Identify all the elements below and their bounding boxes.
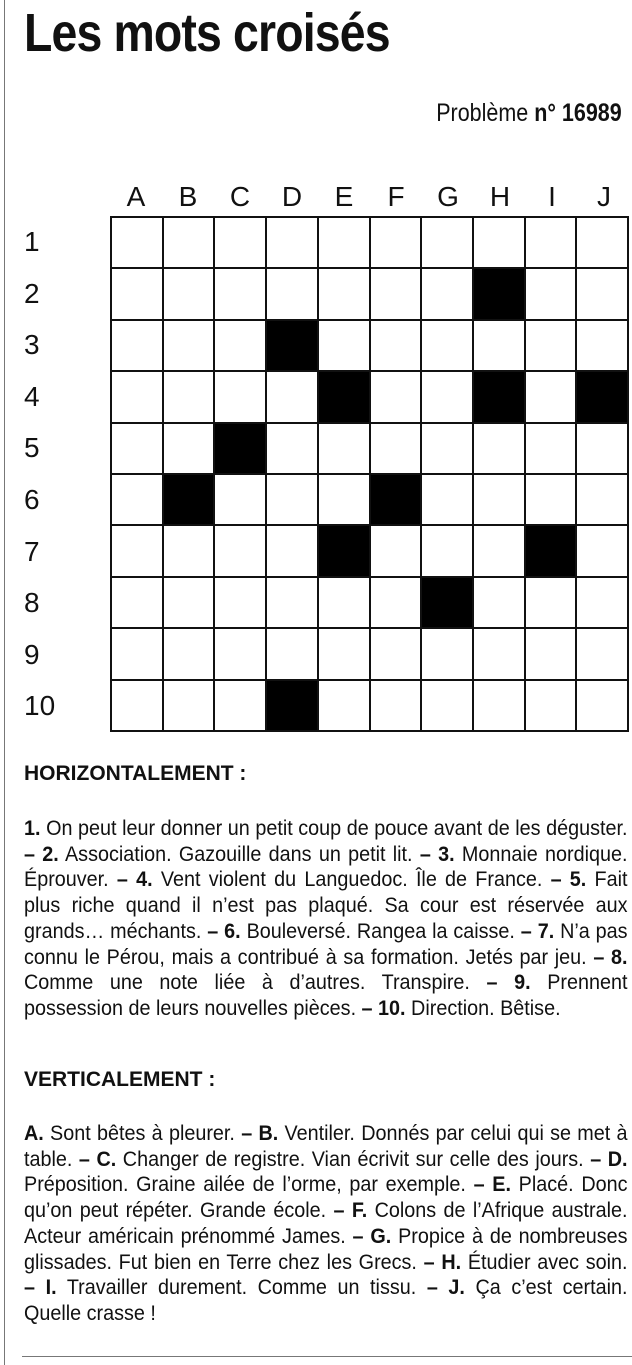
black-cell-j4 <box>577 372 629 423</box>
row-labels <box>24 216 84 732</box>
grid-cell-c8[interactable] <box>215 578 267 629</box>
grid-cell-i5[interactable] <box>526 424 578 475</box>
grid-cell-f9[interactable] <box>371 629 423 680</box>
grid-cell-a10[interactable] <box>112 681 164 732</box>
grid-cell-f5[interactable] <box>371 424 423 475</box>
horizontal-clue <box>378 996 561 1020</box>
row-label-6: 6 <box>24 483 40 515</box>
grid-cell-e2[interactable] <box>319 269 371 320</box>
grid-cell-f3[interactable] <box>371 321 423 372</box>
clue-number: 6. <box>224 918 241 943</box>
clue-text: Placé. Donc qu’on peut répéter. Grande école. <box>24 1172 628 1223</box>
column-labels <box>110 180 630 214</box>
clue-number: I. <box>45 1275 57 1300</box>
clue-text: Monnaie nordique. Éprouver. <box>24 841 628 892</box>
bottom-rule <box>22 1356 632 1357</box>
grid-cell-f7[interactable] <box>371 526 423 577</box>
grid-cell-i2[interactable] <box>526 269 578 320</box>
grid-cell-j2[interactable] <box>577 269 629 320</box>
row-label-10: 10 <box>24 690 56 722</box>
grid-cell-a2[interactable] <box>112 269 164 320</box>
grid-cell-e3[interactable] <box>319 321 371 372</box>
horizontal-heading: HORIZONTALEMENT : <box>24 762 247 785</box>
grid-cell-b9[interactable] <box>164 629 216 680</box>
clue-number: 9. <box>514 970 531 995</box>
black-cell-e7 <box>319 526 371 577</box>
black-cell-b6 <box>164 475 216 526</box>
grid-cell-f10[interactable] <box>371 681 423 732</box>
vertical-clues: A. Sont bêtes à pleurer. – B. Ventiler. Donnés par celui qui se met à table. – C. Changer de registre. Vian écrivit sur celle des jours. – D. Préposition. Graine ailée de l’orme, par exemple. – E. Placé. Donc qu’on peut répéter. Grande école. – F. Colons de l’Afrique australe. Acteur américain prénommé James. – G. Propice à de nombreuses glissades. Fut bien en Terre chez les Grecs. – H. Étudier avec soin. – I. Travailler durement. Comme un tissu. – J. Ça c’est certain. Quelle crasse ! <box>24 1121 628 1325</box>
grid-cell-h7[interactable] <box>474 526 526 577</box>
grid-cell-b5[interactable] <box>164 424 216 475</box>
grid-cell-c7[interactable] <box>215 526 267 577</box>
grid-cell-j1[interactable] <box>577 218 629 269</box>
grid-cell-i10[interactable] <box>526 681 578 732</box>
grid-cell-g1[interactable] <box>422 218 474 269</box>
horizontal-clue <box>42 842 412 866</box>
grid-cell-j8[interactable] <box>577 578 629 629</box>
column-label-j: J <box>597 181 611 212</box>
clue-number: 2. <box>42 841 59 866</box>
grid-cell-b2[interactable] <box>164 269 216 320</box>
column-label-c: C <box>229 181 251 212</box>
grid-cell-a1[interactable] <box>112 218 164 269</box>
grid-cell-f1[interactable] <box>371 218 423 269</box>
clue-number: 8. <box>611 944 628 969</box>
row-label-4: 4 <box>24 380 40 412</box>
grid-cell-h10[interactable] <box>474 681 526 732</box>
grid-cell-j7[interactable] <box>577 526 629 577</box>
clue-text: Fait plus riche quand il n’est pas plaqué. Sa cour est réservée aux grands… méchants. <box>24 867 628 943</box>
clue-number: 4. <box>136 867 153 892</box>
grid-cell-e8[interactable] <box>319 578 371 629</box>
grid-cell-g7[interactable] <box>422 526 474 577</box>
grid-cell-d7[interactable] <box>267 526 319 577</box>
grid-cell-g3[interactable] <box>422 321 474 372</box>
row-label-7: 7 <box>24 535 40 567</box>
clue-text: On peut leur donner un petit coup de pouce avant de les déguster. <box>46 816 628 840</box>
grid-cell-e6[interactable] <box>319 475 371 526</box>
grid-cell-g5[interactable] <box>422 424 474 475</box>
clue-number: C. <box>96 1146 117 1171</box>
clue-number: D. <box>607 1146 628 1171</box>
grid-cell-i1[interactable] <box>526 218 578 269</box>
grid-cell-a5[interactable] <box>112 424 164 475</box>
column-label-h: H <box>489 181 511 212</box>
grid-cell-g4[interactable] <box>422 372 474 423</box>
clue-text: Colons de l’Afrique australe. Acteur américain prénommé James. <box>24 1198 628 1248</box>
grid-cell-h8[interactable] <box>474 578 526 629</box>
clue-number: A. <box>24 1121 44 1145</box>
grid-cell-c4[interactable] <box>215 372 267 423</box>
grid-cell-b7[interactable] <box>164 526 216 577</box>
clue-text: Préposition. Graine ailée de l’orme, par exemple. <box>24 1172 466 1197</box>
grid-cell-a8[interactable] <box>112 578 164 629</box>
grid-cell-d1[interactable] <box>267 218 319 269</box>
clue-number: B. <box>258 1121 279 1145</box>
grid-cell-d5[interactable] <box>267 424 319 475</box>
clue-number: 10. <box>378 995 406 1020</box>
vertical-clue <box>441 1250 627 1274</box>
grid-cell-b3[interactable] <box>164 321 216 372</box>
page-title: Les mots croisés <box>24 3 390 63</box>
grid-cell-g6[interactable] <box>422 475 474 526</box>
grid-cell-d4[interactable] <box>267 372 319 423</box>
clue-number: F. <box>351 1198 368 1223</box>
row-label-8: 8 <box>24 587 40 619</box>
grid-cell-e5[interactable] <box>319 424 371 475</box>
grid-cell-h9[interactable] <box>474 629 526 680</box>
clue-number: 5. <box>569 867 587 892</box>
grid-cell-h1[interactable] <box>474 218 526 269</box>
grid-cell-h5[interactable] <box>474 424 526 475</box>
clue-text: Comme une note liée à d’autres. Transpire. <box>24 970 470 995</box>
clue-text: Sont bêtes à pleurer. <box>50 1121 235 1145</box>
clue-text: Prennent possession de leurs nouvelles pièces. <box>24 970 628 1020</box>
grid-cell-j5[interactable] <box>577 424 629 475</box>
black-cell-d3 <box>267 321 319 372</box>
grid-cell-d8[interactable] <box>267 578 319 629</box>
grid-cell-f2[interactable] <box>371 269 423 320</box>
grid-cell-d2[interactable] <box>267 269 319 320</box>
clue-text: Vent violent du Languedoc. Île de France. <box>160 867 543 892</box>
grid-cell-c9[interactable] <box>215 629 267 680</box>
grid-cell-g9[interactable] <box>422 629 474 680</box>
vertical-clue <box>96 1147 583 1171</box>
clue-number: J. <box>448 1275 465 1300</box>
grid-cell-b1[interactable] <box>164 218 216 269</box>
black-cell-e4 <box>319 372 371 423</box>
grid-cell-i4[interactable] <box>526 372 578 423</box>
clue-number: 3. <box>438 841 455 866</box>
grid-cell-c1[interactable] <box>215 218 267 269</box>
grid-cell-a7[interactable] <box>112 526 164 577</box>
grid-cell-i8[interactable] <box>526 578 578 629</box>
row-label-3: 3 <box>24 329 40 361</box>
row-label-5: 5 <box>24 432 40 464</box>
grid-cell-b4[interactable] <box>164 372 216 423</box>
grid-cell-b8[interactable] <box>164 578 216 629</box>
clue-number: H. <box>441 1249 462 1274</box>
grid-cell-i3[interactable] <box>526 321 578 372</box>
problem-number-value: 16989 <box>562 99 622 127</box>
grid-cell-f4[interactable] <box>371 372 423 423</box>
grid-cell-g10[interactable] <box>422 681 474 732</box>
crossword-grid <box>110 216 629 732</box>
black-cell-c5 <box>215 424 267 475</box>
black-cell-i7 <box>526 526 578 577</box>
vertical-clue <box>46 1275 417 1299</box>
column-label-d: D <box>281 181 303 212</box>
clue-text: Changer de registre. Vian écrivit sur celle des jours. <box>122 1146 584 1171</box>
clue-text: Travailler durement. Comme un tissu. <box>66 1275 417 1300</box>
grid-cell-c3[interactable] <box>215 321 267 372</box>
grid-cell-c6[interactable] <box>215 475 267 526</box>
horizontal-clue <box>24 816 628 840</box>
clue-text: Bouleversé. Rangea la caisse. <box>246 918 515 943</box>
clue-text: Étudier avec soin. <box>467 1249 628 1274</box>
horizontal-clue <box>136 867 542 891</box>
black-cell-d10 <box>267 681 319 732</box>
horizontal-clues: 1. On peut leur donner un petit coup de pouce avant de les déguster. – 2. Association. Gazouille dans un petit lit. – 3. Monnaie nordique. Éprouver. – 4. Vent violent du Languedoc. Île de France. – 5. Fait plus riche quand il n’est pas plaqué. Sa cour est réservée aux grands… méchants. – 6. Bouleversé. Rangea la caisse. – 7. N’a pas connu le Pérou, mais a contribué à sa formation. Jetés par jeu. – 8. Comme une note liée à d’autres. Transpire. – 9. Prennent possession de leurs nouvelles pièces. – 10. Direction. Bêtise. <box>24 816 628 1020</box>
grid-cell-d6[interactable] <box>267 475 319 526</box>
column-label-a: A <box>126 181 146 212</box>
grid-cell-f8[interactable] <box>371 578 423 629</box>
row-label-9: 9 <box>24 638 40 670</box>
clue-text: Association. Gazouille dans un petit lit. <box>64 841 413 866</box>
row-label-1: 1 <box>24 226 40 257</box>
vertical-clue <box>24 1121 235 1145</box>
grid-cell-e10[interactable] <box>319 681 371 732</box>
grid-cell-j6[interactable] <box>577 475 629 526</box>
grid-cell-e1[interactable] <box>319 218 371 269</box>
grid-cell-e9[interactable] <box>319 629 371 680</box>
grid-cell-g2[interactable] <box>422 269 474 320</box>
clue-text: Propice à de nombreuses glissades. Fut bien en Terre chez les Grecs. <box>24 1223 628 1274</box>
grid-cell-c10[interactable] <box>215 681 267 732</box>
column-label-e: E <box>334 181 354 212</box>
grid-cell-i6[interactable] <box>526 475 578 526</box>
vertical-heading: VERTICALEMENT : <box>24 1068 216 1091</box>
grid-cell-h3[interactable] <box>474 321 526 372</box>
clue-text: Ça c’est certain. Quelle crasse ! <box>24 1275 628 1325</box>
grid-cell-d9[interactable] <box>267 629 319 680</box>
grid-cell-a4[interactable] <box>112 372 164 423</box>
left-border-rule <box>4 0 5 1365</box>
clue-number: E. <box>492 1172 511 1197</box>
grid-cell-a6[interactable] <box>112 475 164 526</box>
column-label-b: B <box>178 181 198 212</box>
grid-cell-h6[interactable] <box>474 475 526 526</box>
black-cell-h2 <box>474 269 526 320</box>
grid-cell-j9[interactable] <box>577 629 629 680</box>
black-cell-h4 <box>474 372 526 423</box>
row-label-2: 2 <box>24 277 40 309</box>
column-label-f: F <box>387 181 405 212</box>
grid-cell-j10[interactable] <box>577 681 629 732</box>
clue-number: 1. <box>24 816 41 840</box>
clue-text: Ventiler. Donnés par celui qui se met à table. <box>24 1121 628 1171</box>
clue-number: 7. <box>537 918 555 943</box>
problem-number <box>436 99 622 128</box>
black-cell-f6 <box>371 475 423 526</box>
grid-cell-j3[interactable] <box>577 321 629 372</box>
clue-number: G. <box>370 1223 392 1248</box>
column-label-g: G <box>437 181 459 212</box>
grid-cell-c2[interactable] <box>215 269 267 320</box>
grid-cell-a9[interactable] <box>112 629 164 680</box>
problem-number-prefix: n° <box>534 99 557 127</box>
column-label-i: I <box>548 181 556 212</box>
problem-label: Problème <box>436 99 529 127</box>
grid-cell-i9[interactable] <box>526 629 578 680</box>
grid-cell-a3[interactable] <box>112 321 164 372</box>
black-cell-g8 <box>422 578 474 629</box>
horizontal-clue <box>224 919 515 943</box>
clue-text: N’a pas connu le Pérou, mais a contribué à sa formation. Jetés par jeu. <box>24 918 628 969</box>
grid-cell-b10[interactable] <box>164 681 216 732</box>
clue-text: Direction. Bêtise. <box>411 995 561 1020</box>
